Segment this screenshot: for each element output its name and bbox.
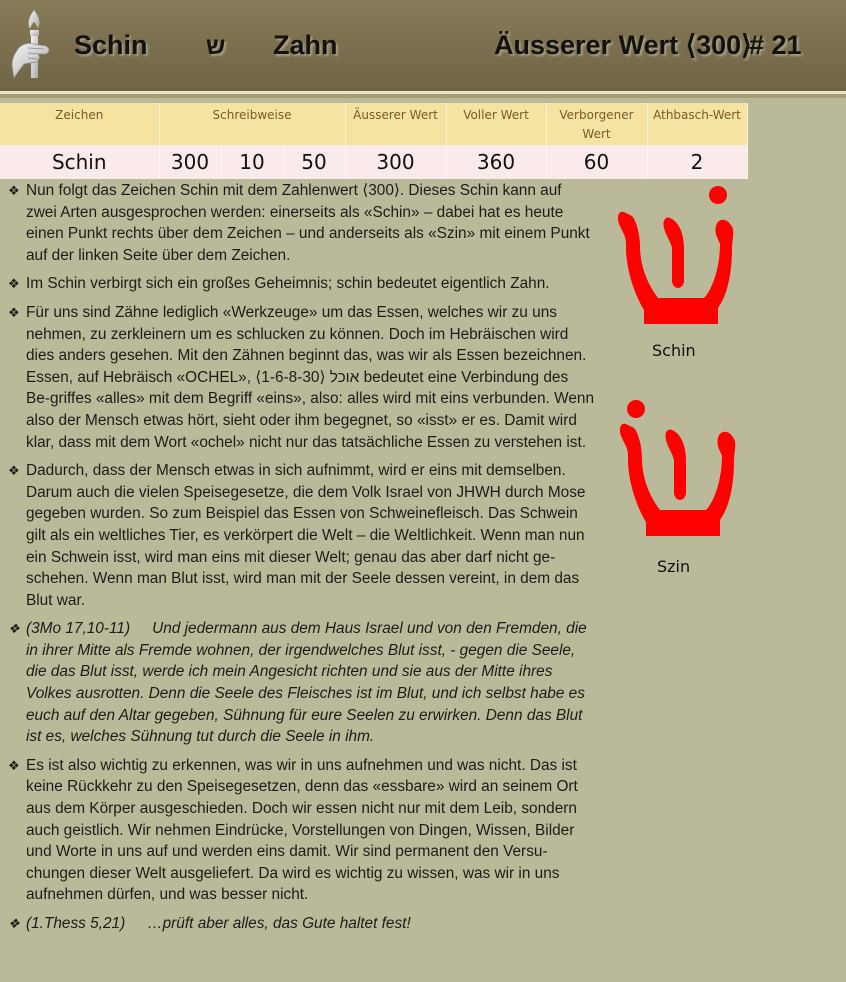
header-voller-wert: Voller Wert	[446, 103, 546, 145]
paragraph	[8, 755, 596, 906]
diamond-bullet-icon: ❖	[8, 276, 20, 292]
cell-schreibweise-2: 10	[221, 145, 283, 179]
scripture-reference: (3Mo 17,10-11)	[26, 620, 131, 638]
diamond-bullet-icon: ❖	[8, 183, 20, 198]
paragraph-text: Nun folgt das Zeichen Schin mit dem Zahlenwert ⟨300⟩. Dieses Schin kann auf zwei Arten ausgesprochen werden: einerseits als «Schin» – dabei hat es heute einen Punkt rechts über dem Zeichen – und anderseits als «Szin» mit einem Punkt auf der linken Seite über dem Zeichen.	[26, 182, 590, 264]
cell-athbasch-wert: 2	[647, 145, 747, 179]
header-schreibweise: Schreibweise	[159, 103, 345, 145]
quote-text: …prüft aber alles, das Gute haltet fest!	[147, 915, 411, 932]
meaning-heading: Zahn	[273, 30, 338, 60]
quote-text: Und jedermann aus dem Haus Israel und von den Fremden, die in ihrer Mitte als Fremde wohnen, der irgendwelches Blut isst, - gegen die Seele, die das Blut isst, werde ich mein Angesicht richten und sie aus der Mitte ihres Volkes ausrotten. ׃Denn die Seele des Fleisches ist im Blut, und ich selbst habe es euch auf den Altar gegeben, Sühnung für eure Seelen zu erwirken. Denn das Blut ist es, welches Sühnung tut durch die Seele in ihm.	[26, 620, 587, 746]
value-title-heading: Äusserer Wert ⟨300⟩	[494, 30, 752, 60]
paragraph-text: Für uns sind Zähne lediglich «Werkzeuge» um das Essen, welches wir zu uns nehmen, zu zerkleinern um es schlucken zu können. Doch im Hebräischen wird dies anders gesehen. Mit den Zähnen beginnt das, was wir als Essen bezeichnen. Essen, auf Hebräisch «OCHEL», אוכל ⟨1-6-8-30⟩ bedeutet eine Verbindung des Be-griffes «alles» mit dem Begriff «eins», also: alles wird mit eins verbunden. Wenn also der Mensch etwas hört, sieht oder ihm begegnet, so «isst» er es. Damit wird klar, dass mit dem Wort «ochel» nicht nur das tatsächliche Essen zu verstehen ist.	[26, 303, 595, 451]
paragraph	[8, 273, 596, 295]
header-aeusserer-wert: Äusserer Wert	[345, 103, 446, 145]
header-athbasch-wert: Athbasch-Wert	[647, 103, 747, 145]
page-number-heading: # 21	[749, 30, 802, 60]
diamond-bullet-icon: ❖	[8, 757, 20, 773]
table-header-row	[0, 103, 747, 145]
cell-voller-wert: 360	[446, 145, 546, 179]
scripture-quote	[8, 618, 596, 748]
scripture-reference: (1.Thess 5,21)	[26, 915, 126, 932]
cell-aeusserer-wert: 300	[345, 145, 446, 179]
paragraph-text: Dadurch, dass der Mensch etwas in sich aufnimmt, wird er eins mit demselben. Darum auch die vielen Speisegesetze, die dem Volk Israel von JHWH durch Mose gegeben wurden. So zum Beispiel das Essen von Schweinefleisch. Das Schwein gilt als ein weltliches Tier, es verkörpert die Welt – die Weltlichkeit. Wenn man nun ein Schwein isst, wird man eins mit dieser Welt; genau das aber darf nicht ge-schehen. Wenn man Blut isst, wird man mit der Seele dessen vereint, in dem das Blut war.	[26, 462, 586, 609]
szin-label: Szin	[657, 557, 691, 576]
szin-letter-image	[616, 398, 738, 540]
cell-schreibweise-1: 300	[159, 145, 221, 179]
schin-letter-image	[614, 186, 736, 328]
article-body	[8, 180, 596, 942]
scripture-quote	[8, 913, 596, 935]
diamond-bullet-icon: ❖	[8, 463, 20, 479]
cell-zeichen: Schin	[0, 145, 159, 179]
diamond-bullet-icon: ❖	[8, 621, 20, 637]
table-value-row	[0, 145, 747, 179]
paragraph	[8, 302, 596, 453]
header-zeichen: Zeichen	[0, 103, 159, 145]
cell-schreibweise-3: 50	[283, 145, 345, 179]
header-divider-shadow	[0, 94, 846, 98]
diamond-bullet-icon: ❖	[8, 304, 20, 320]
paragraph-text: Im Schin verbirgt sich ein großes Geheimnis; schin bedeutet eigentlich Zahn.	[26, 275, 550, 293]
letter-name-heading: Schin	[74, 30, 148, 60]
header-verborgener-wert: Verborgener Wert	[546, 103, 647, 145]
diamond-bullet-icon: ❖	[8, 916, 20, 931]
paragraph	[8, 180, 596, 266]
paragraph-text: Es ist also wichtig zu erkennen, was wir in uns aufnehmen und was nicht. Das ist keine Rückkehr zu den Speisegesetzen, denn das «essbare» wird an seinem Ort aus dem Körper ausgeschieden. Doch wir essen nicht nur mit dem Leib, sondern auch geistlich. Wir nehmen Eindrücke, Vorstellungen von Dingen, Wissen, Bilder und Worte in uns auf und werden eins damit. Wir sind permanent den Versu-chungen dieser Welt ausgeliefert. Da wird es wichtig zu wissen, was wir in uns aufnehmen dürfen, und was besser nicht.	[26, 756, 578, 904]
page-header	[0, 0, 846, 91]
paragraph	[8, 460, 596, 611]
torch-hand-logo	[10, 8, 58, 84]
hebrew-letter-heading: ש	[206, 33, 226, 60]
letter-values-table	[0, 103, 748, 179]
cell-verborgener-wert: 60	[546, 145, 647, 179]
schin-label: Schin	[652, 341, 696, 360]
